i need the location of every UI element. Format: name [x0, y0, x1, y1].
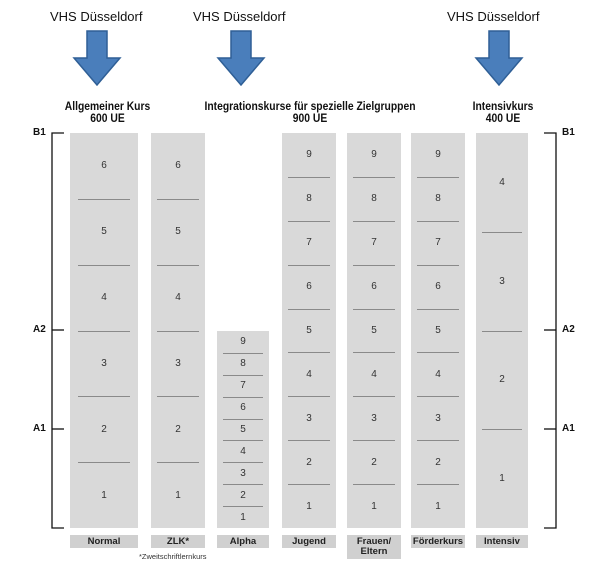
module-divider: [417, 265, 459, 266]
module-number: 4: [175, 292, 181, 304]
module-number: 2: [240, 489, 246, 501]
course-column: [347, 133, 401, 528]
module-number: 9: [371, 149, 377, 161]
module-number: 1: [175, 489, 181, 501]
module-number: 2: [499, 374, 505, 386]
header-integration-hours: 900 UE: [292, 111, 328, 125]
module-number: 5: [371, 324, 377, 336]
module-divider: [288, 352, 330, 353]
module-divider: [417, 352, 459, 353]
course-label: Förderkurs: [412, 535, 464, 547]
level-b1-left: B1: [33, 127, 46, 138]
module-number: 9: [435, 149, 441, 161]
module-number: 5: [240, 423, 246, 435]
module-divider: [353, 352, 395, 353]
module-divider: [417, 221, 459, 222]
footnote: *Zweitschriftlernkurs: [139, 552, 207, 561]
module-number: 7: [240, 380, 246, 392]
level-a1-left: A1: [33, 423, 46, 434]
module-divider: [223, 484, 263, 485]
module-divider: [353, 177, 395, 178]
level-a2-left: A2: [33, 324, 46, 335]
module-number: 2: [435, 456, 441, 468]
module-divider: [417, 396, 459, 397]
module-number: 8: [240, 358, 246, 370]
module-number: 6: [306, 281, 312, 293]
course-label: Alpha: [217, 535, 269, 548]
module-number: 8: [371, 193, 377, 205]
module-number: 3: [435, 412, 441, 424]
module-number: 8: [306, 193, 312, 205]
module-divider: [78, 396, 130, 397]
module-divider: [417, 177, 459, 178]
module-divider: [353, 440, 395, 441]
module-number: 5: [435, 324, 441, 336]
course-label: Frauen/ Eltern: [347, 535, 401, 559]
module-number: 3: [101, 357, 107, 369]
module-divider: [353, 221, 395, 222]
module-number: 1: [371, 500, 377, 512]
course-column: [282, 133, 336, 528]
module-number: 6: [101, 160, 107, 172]
level-a1-right: A1: [562, 423, 575, 434]
module-number: 3: [306, 412, 312, 424]
module-number: 3: [499, 275, 505, 287]
module-divider: [223, 462, 263, 463]
course-label: Intensiv: [476, 535, 528, 548]
course-column: [70, 133, 138, 528]
module-divider: [482, 331, 522, 332]
module-divider: [157, 331, 199, 332]
module-divider: [353, 265, 395, 266]
module-divider: [482, 232, 522, 233]
module-number: 4: [101, 292, 107, 304]
header-allgemein-title: Allgemeiner Kurs: [64, 99, 151, 113]
module-divider: [288, 177, 330, 178]
module-divider: [353, 309, 395, 310]
module-divider: [288, 265, 330, 266]
module-divider: [223, 353, 263, 354]
module-divider: [157, 199, 199, 200]
module-number: 6: [240, 402, 246, 414]
module-divider: [223, 397, 263, 398]
level-a2-right: A2: [562, 324, 575, 335]
course-column: [151, 133, 205, 528]
module-number: 5: [306, 324, 312, 336]
module-divider: [223, 506, 263, 507]
header-allgemein-hours: 600 UE: [90, 111, 125, 125]
course-column: [411, 133, 465, 528]
level-b1-right: B1: [562, 127, 575, 138]
module-number: 1: [306, 500, 312, 512]
module-divider: [78, 331, 130, 332]
module-number: 4: [306, 368, 312, 380]
module-number: 2: [101, 423, 107, 435]
module-divider: [353, 396, 395, 397]
module-number: 3: [175, 357, 181, 369]
module-number: 9: [240, 336, 246, 348]
module-number: 7: [435, 237, 441, 249]
module-number: 5: [175, 226, 181, 238]
module-divider: [78, 199, 130, 200]
module-number: 1: [101, 489, 107, 501]
module-number: 2: [306, 456, 312, 468]
module-number: 1: [240, 511, 246, 523]
module-divider: [78, 462, 130, 463]
module-number: 4: [371, 368, 377, 380]
course-label: Jugend: [282, 535, 336, 548]
module-divider: [288, 440, 330, 441]
module-number: 8: [435, 193, 441, 205]
course-label: Normal: [70, 535, 138, 548]
course-column: [217, 331, 269, 528]
module-divider: [223, 419, 263, 420]
course-label: ZLK*: [151, 535, 205, 548]
module-number: 4: [499, 176, 505, 188]
module-number: 7: [306, 237, 312, 249]
module-number: 3: [371, 412, 377, 424]
module-divider: [78, 265, 130, 266]
module-divider: [223, 375, 263, 376]
header-intensiv-title: Intensivkurs: [472, 99, 534, 113]
vhs-label-2: VHS Düsseldorf: [193, 9, 286, 24]
module-number: 4: [240, 445, 246, 457]
module-divider: [157, 462, 199, 463]
module-number: 7: [371, 237, 377, 249]
module-divider: [223, 440, 263, 441]
module-divider: [288, 484, 330, 485]
module-number: 5: [101, 226, 107, 238]
vhs-label-3: VHS Düsseldorf: [447, 9, 540, 24]
module-divider: [288, 309, 330, 310]
module-divider: [417, 309, 459, 310]
module-divider: [157, 265, 199, 266]
module-divider: [353, 484, 395, 485]
module-divider: [157, 396, 199, 397]
vhs-label-1: VHS Düsseldorf: [50, 9, 143, 24]
module-number: 2: [175, 423, 181, 435]
header-intensiv-hours: 400 UE: [485, 111, 521, 125]
module-number: 3: [240, 467, 246, 479]
module-number: 1: [499, 473, 505, 485]
module-number: 2: [371, 456, 377, 468]
module-number: 6: [435, 281, 441, 293]
module-number: 4: [435, 368, 441, 380]
module-number: 6: [371, 281, 377, 293]
module-number: 6: [175, 160, 181, 172]
module-divider: [417, 484, 459, 485]
course-column: [476, 133, 528, 528]
module-divider: [482, 429, 522, 430]
module-number: 9: [306, 149, 312, 161]
module-divider: [288, 396, 330, 397]
module-divider: [288, 221, 330, 222]
header-integration-title: Integrationskurse für spezielle Zielgruppen: [204, 99, 416, 113]
module-number: 1: [435, 500, 441, 512]
module-divider: [417, 440, 459, 441]
